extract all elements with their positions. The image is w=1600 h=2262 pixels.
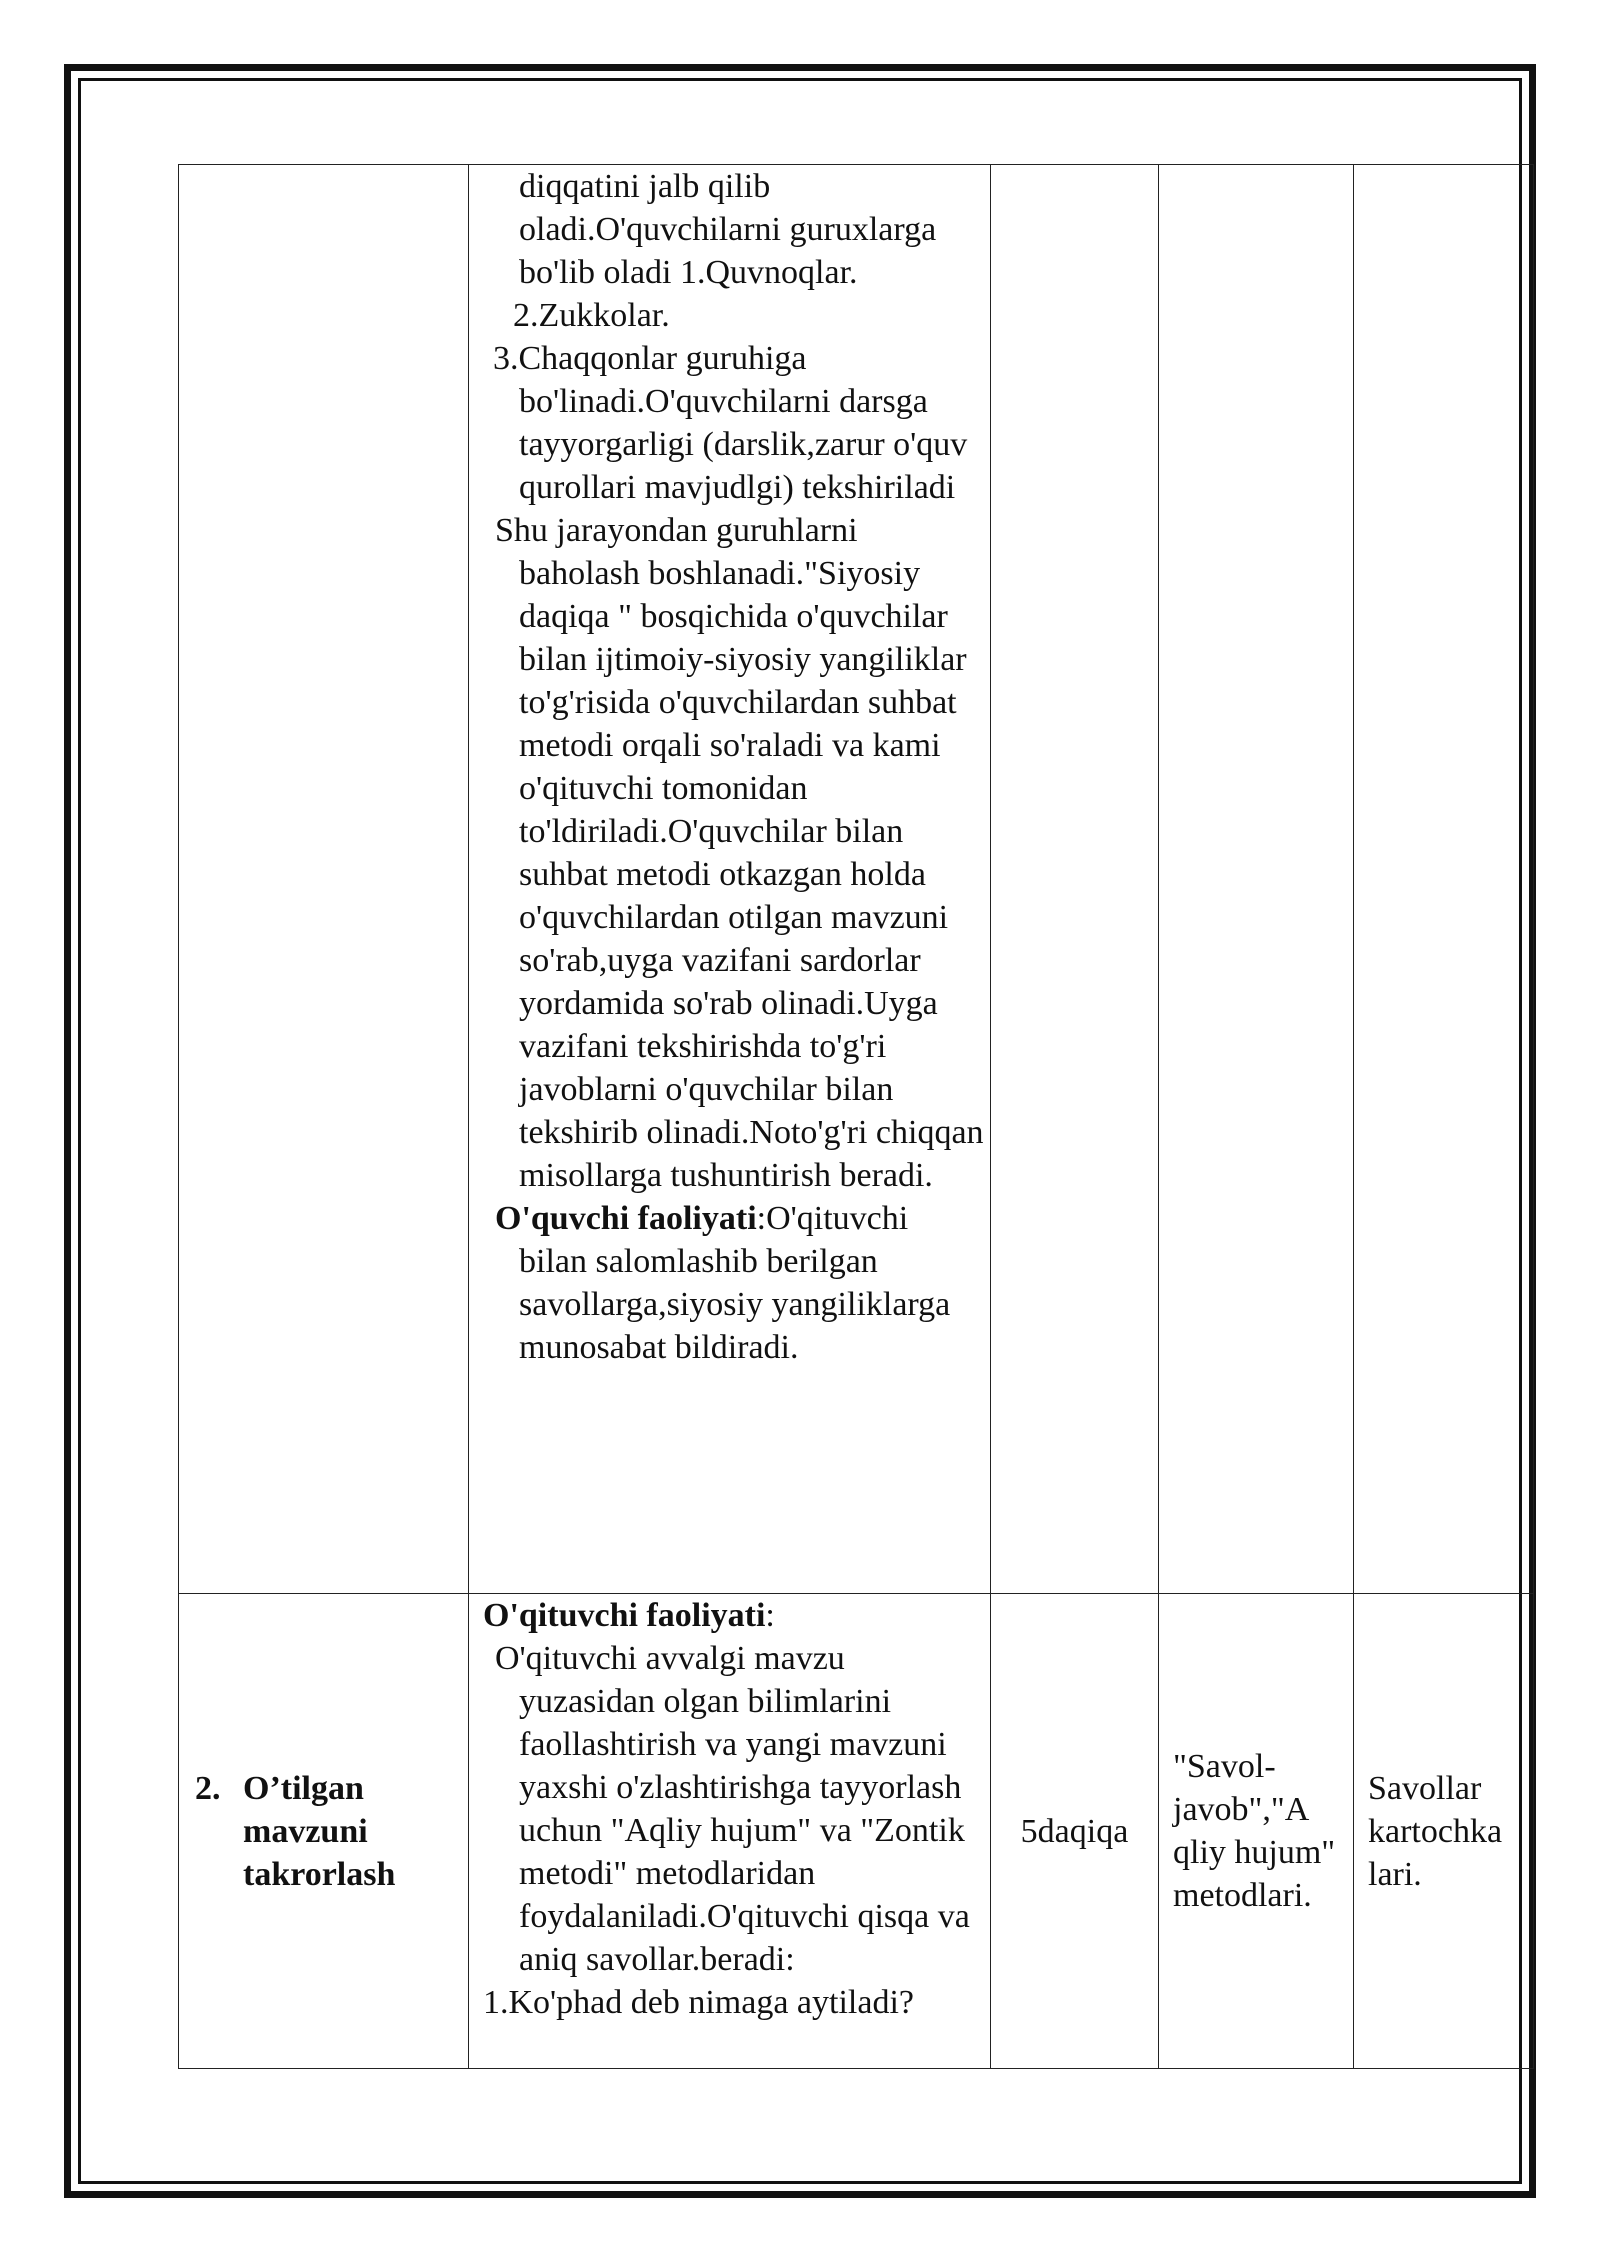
activity-cell (469, 165, 991, 1594)
student-activity (483, 1197, 984, 1369)
student-activity-heading: O'quvchi faoliyati (495, 1200, 757, 1237)
resources-value: Savollar kartochka lari. (1368, 1769, 1503, 1893)
teacher-activity-text-3: 3.Chaqqonlar guruhiga bo'linadi.O'quvchilarni darsga tayyorgarligi (darslik,zarur o'quv qurollari mavjudlgi) tekshiriladi (493, 340, 968, 506)
methods-cell (1159, 165, 1354, 1594)
student-activity-text: :O'qituvchi bilan salomlashib berilgan savollarga,siyosiy yangiliklarga munosabat bildiradi. (519, 1200, 951, 1366)
teacher-activity-text-1: diqqatini jalb qilib oladi.O'quvchilarni guruxlarga bo'lib oladi 1.Quvnoqlar. (519, 168, 937, 291)
activity-cell (469, 1594, 991, 2069)
stage-title: O’tilgan mavzuni takrorlash (243, 1769, 396, 1893)
resources-cell (1354, 165, 1534, 1594)
table-row (179, 1594, 1534, 2069)
stage-cell (179, 165, 469, 1594)
stage-heading (179, 1767, 468, 1896)
teacher-activity-text-2: 2.Zukkolar. (513, 297, 670, 334)
methods-value: "Savol-javob","A qliy hujum" metodlari. (1173, 1748, 1336, 1914)
teacher-activity-heading-line (483, 1594, 984, 1637)
teacher-activity-text: O'qituvchi avvalgi mavzu yuzasidan olgan bilimlarini faollashtirish va yangi mavzuni yaxshi o'zlashtirishga tayyorlash uchun "Aqliy hujum" va "Zontik metodi" metodlaridan foydalaniladi.O'qituvchi qisqa va aniq savollar.beradi: (495, 1640, 970, 1978)
duration-value: 5daqiqa (1020, 1812, 1129, 1850)
duration-cell (991, 165, 1159, 1594)
teacher-activity-text-4: Shu jarayondan guruhlarni baholash boshlanadi."Siyosiy daqiqa " bosqichida o'quvchilar bilan ijtimoiy-siyosiy yangiliklar to'g'risida o'quvchilardan suhbat metodi orqali so'raladi va kami o'qituvchi tomonidan to'ldiriladi.O'quvchilar bilan suhbat metodi otkazgan holda o'quvchilardan otilgan mavzuni so'rab,uyga vazifani sardorlar yordamida so'rab olinadi.Uyga vazifani tekshirishda to'g'ri javoblarni o'quvchilar bilan tekshirib olinadi.Noto'g'ri chiqqan misollarga tushuntirish beradi. (495, 512, 984, 1194)
heading-colon: : (765, 1597, 775, 1634)
teacher-question: 1.Ko'phad deb nimaga aytiladi? (483, 1984, 914, 2021)
methods-cell (1159, 1594, 1354, 2069)
stage-cell (179, 1594, 469, 2069)
lesson-plan-table (178, 164, 1534, 2069)
stage-number: 2. (195, 1769, 221, 1807)
teacher-activity-heading: O'qituvchi faoliyati (483, 1597, 766, 1634)
resources-cell (1354, 1594, 1534, 2069)
table-row (179, 165, 1534, 1594)
duration-cell (991, 1594, 1159, 2069)
